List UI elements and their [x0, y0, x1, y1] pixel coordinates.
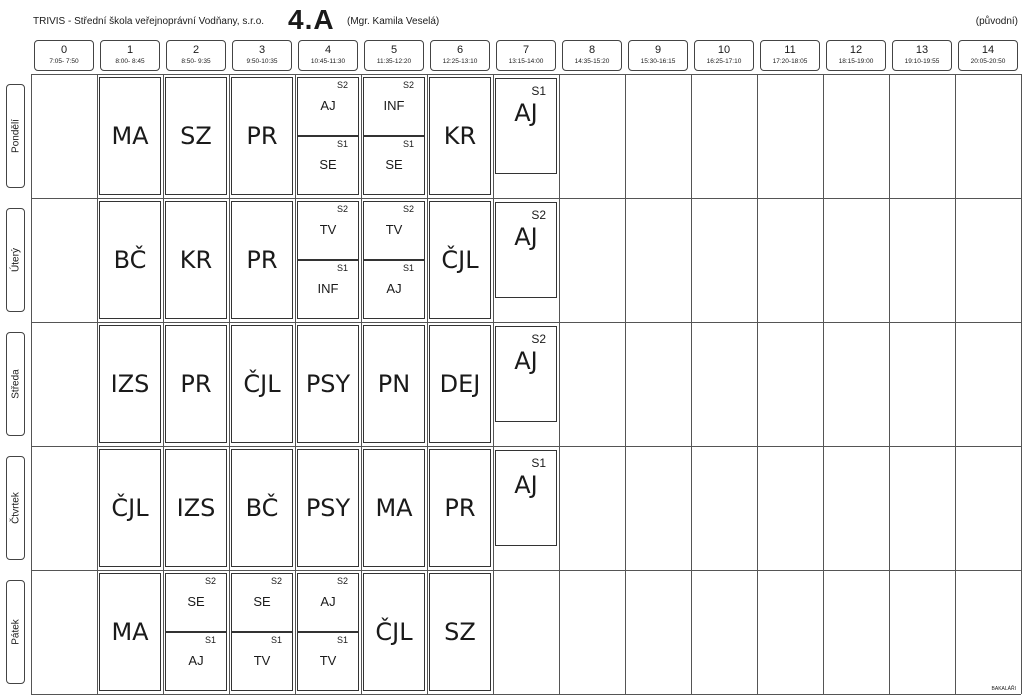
subject-label: AJ — [514, 223, 538, 251]
lesson-cell-group[interactable] — [495, 326, 557, 422]
period-header-10 — [694, 40, 754, 71]
subject-label: MA — [111, 122, 149, 150]
lesson-cell[interactable] — [297, 449, 359, 567]
lesson-cell[interactable] — [165, 449, 227, 567]
subject-label: KR — [443, 122, 477, 150]
class-name: 4.A — [288, 4, 335, 35]
grid-vline — [559, 74, 560, 694]
period-time: 16:25-17:10 — [706, 58, 742, 65]
period-header-14 — [958, 40, 1018, 71]
group-label: S2 — [204, 576, 216, 586]
lesson-cell[interactable] — [429, 325, 491, 443]
subject-label: SE — [319, 157, 337, 172]
subject-label: MA — [375, 494, 413, 522]
grid-vline — [97, 74, 98, 694]
subject-label: ČJL — [441, 246, 479, 274]
subject-label: SE — [385, 157, 403, 172]
period-time: 17:20-18:05 — [772, 58, 808, 65]
subject-label: AJ — [386, 281, 402, 296]
subject-label: AJ — [320, 594, 336, 609]
period-number: 0 — [60, 44, 68, 56]
lesson-cell[interactable] — [363, 325, 425, 443]
grid-vline — [427, 74, 428, 694]
subject-label: TV — [319, 653, 337, 668]
period-number: 4 — [324, 44, 332, 56]
period-header-0 — [34, 40, 94, 71]
grid-hline — [31, 322, 1021, 323]
grid-hline — [31, 570, 1021, 571]
period-header-8 — [562, 40, 622, 71]
subject-label: KR — [179, 246, 213, 274]
lesson-cell-split-top[interactable] — [363, 201, 425, 260]
period-number: 11 — [784, 44, 796, 56]
grid-vline — [889, 74, 890, 694]
period-time: 11:35-12:20 — [376, 58, 412, 65]
grid-vline — [625, 74, 626, 694]
lesson-cell[interactable] — [165, 77, 227, 195]
group-label: S2 — [336, 80, 348, 90]
period-header-7 — [496, 40, 556, 71]
subject-label: MA — [111, 618, 149, 646]
period-time: 13:15-14:00 — [508, 58, 544, 65]
period-number: 3 — [258, 44, 266, 56]
grid-vline — [163, 74, 164, 694]
subject-label: AJ — [514, 471, 538, 499]
subject-label: TV — [319, 222, 337, 237]
lesson-cell-split-bottom[interactable] — [297, 632, 359, 691]
period-number: 9 — [654, 44, 662, 56]
period-time: 8:00- 8:45 — [115, 58, 145, 65]
lesson-cell-split-top[interactable] — [165, 573, 227, 632]
lesson-cell[interactable] — [231, 325, 293, 443]
grid-hline — [31, 694, 1021, 695]
lesson-cell-group[interactable] — [495, 202, 557, 298]
class-teacher: (Mgr. Kamila Veselá) — [347, 16, 440, 27]
period-time: 19:10-19:55 — [904, 58, 940, 65]
period-time: 15:30-16:15 — [640, 58, 676, 65]
group-label: S1 — [204, 635, 216, 645]
group-label: S2 — [270, 576, 282, 586]
subject-label: SE — [187, 594, 205, 609]
period-time: 18:15-19:00 — [838, 58, 874, 65]
day-name: Úterý — [10, 248, 21, 272]
school-name: TRIVIS - Střední škola veřejnoprávní Vodňany, s.r.o. — [33, 16, 265, 27]
day-label-1 — [6, 208, 25, 312]
lesson-cell[interactable] — [231, 77, 293, 195]
group-label: S1 — [402, 263, 414, 273]
group-label: S2 — [402, 204, 414, 214]
grid-vline — [1021, 74, 1022, 694]
subject-label: TV — [253, 653, 271, 668]
lesson-cell[interactable] — [99, 573, 161, 691]
day-name: Čtvrtek — [10, 492, 21, 524]
period-header-11 — [760, 40, 820, 71]
subject-label: SE — [253, 594, 271, 609]
subject-label: ČJL — [111, 494, 149, 522]
group-label: S1 — [336, 263, 348, 273]
lesson-cell[interactable] — [429, 573, 491, 691]
period-time: 14:35-15:20 — [574, 58, 610, 65]
subject-label: PR — [246, 246, 278, 274]
period-header-6 — [430, 40, 490, 71]
grid-vline — [361, 74, 362, 694]
subject-label: INF — [317, 281, 339, 296]
period-number: 8 — [588, 44, 596, 56]
period-number: 1 — [126, 44, 134, 56]
subject-label: IZS — [110, 370, 150, 398]
subject-label: PR — [444, 494, 476, 522]
period-number: 13 — [915, 44, 929, 56]
lesson-cell[interactable] — [297, 325, 359, 443]
day-label-3 — [6, 456, 25, 560]
lesson-cell-split-top[interactable] — [363, 77, 425, 136]
subject-label: PR — [246, 122, 278, 150]
period-time: 10:45-11:30 — [310, 58, 346, 65]
period-header-5 — [364, 40, 424, 71]
subject-label: PSY — [305, 370, 351, 398]
subject-label: PN — [377, 370, 411, 398]
lesson-cell-group[interactable] — [495, 450, 557, 546]
period-header-4 — [298, 40, 358, 71]
subject-label: DEJ — [439, 370, 481, 398]
lesson-cell[interactable] — [429, 201, 491, 319]
timetable-variant: (původní) — [975, 16, 1018, 27]
lesson-cell-split-top[interactable] — [231, 573, 293, 632]
lesson-cell-group[interactable] — [495, 78, 557, 174]
period-time: 12:25-13:10 — [442, 58, 478, 65]
period-time: 20:05-20:50 — [970, 58, 1006, 65]
subject-label: INF — [383, 98, 405, 113]
lesson-cell[interactable] — [99, 449, 161, 567]
period-time: 8:50- 9:35 — [181, 58, 211, 65]
group-label: S1 — [336, 635, 348, 645]
subject-label: AJ — [514, 99, 538, 127]
subject-label: AJ — [514, 347, 538, 375]
period-header-9 — [628, 40, 688, 71]
grid-vline — [295, 74, 296, 694]
period-time: 7:05- 7:50 — [49, 58, 79, 65]
period-number: 14 — [981, 44, 995, 56]
grid-vline — [493, 74, 494, 694]
lesson-cell[interactable] — [363, 449, 425, 567]
group-label: S1 — [402, 139, 414, 149]
lesson-cell[interactable] — [99, 77, 161, 195]
day-name: Středa — [10, 369, 21, 399]
grid-vline — [757, 74, 758, 694]
period-number: 2 — [192, 44, 200, 56]
subject-label: PSY — [305, 494, 351, 522]
lesson-cell-split-bottom[interactable] — [231, 632, 293, 691]
subject-label: ČJL — [375, 618, 413, 646]
group-label: S1 — [336, 139, 348, 149]
subject-label: IZS — [176, 494, 216, 522]
grid-vline — [823, 74, 824, 694]
lesson-cell-split-bottom[interactable] — [297, 136, 359, 195]
lesson-cell[interactable] — [231, 201, 293, 319]
grid-hline — [31, 446, 1021, 447]
lesson-cell-split-top[interactable] — [297, 77, 359, 136]
period-number: 7 — [522, 44, 530, 56]
lesson-cell-split-top[interactable] — [297, 573, 359, 632]
grid-hline — [31, 74, 1021, 75]
group-label: S2 — [402, 80, 414, 90]
period-header-2 — [166, 40, 226, 71]
group-label: S2 — [336, 204, 348, 214]
grid-vline — [955, 74, 956, 694]
grid-hline — [31, 198, 1021, 199]
period-number: 6 — [456, 44, 464, 56]
lesson-cell[interactable] — [165, 201, 227, 319]
subject-label: PR — [180, 370, 212, 398]
period-header-1 — [100, 40, 160, 71]
period-header-12 — [826, 40, 886, 71]
day-name: Pondělí — [10, 119, 21, 153]
subject-label: AJ — [320, 98, 336, 113]
subject-label: BČ — [245, 494, 279, 522]
group-label: S2 — [531, 208, 546, 222]
group-label: S1 — [531, 84, 546, 98]
lesson-cell-split-bottom[interactable] — [363, 260, 425, 319]
subject-label: TV — [385, 222, 403, 237]
group-label: S1 — [531, 456, 546, 470]
day-label-4 — [6, 580, 25, 684]
day-label-2 — [6, 332, 25, 436]
lesson-cell[interactable] — [231, 449, 293, 567]
group-label: S2 — [336, 576, 348, 586]
subject-label: SZ — [444, 618, 476, 646]
subject-label: AJ — [188, 653, 204, 668]
period-header-13 — [892, 40, 952, 71]
group-label: S2 — [531, 332, 546, 346]
subject-label: SZ — [180, 122, 212, 150]
grid-vline — [31, 74, 32, 694]
group-label: S1 — [270, 635, 282, 645]
lesson-cell[interactable] — [429, 449, 491, 567]
period-number: 5 — [390, 44, 398, 56]
day-name: Pátek — [10, 619, 21, 645]
period-time: 9:50-10:35 — [246, 58, 278, 65]
lesson-cell[interactable] — [165, 325, 227, 443]
lesson-cell-split-bottom[interactable] — [165, 632, 227, 691]
footer-brand: BAKALÁŘI — [991, 686, 1016, 692]
lesson-cell[interactable] — [99, 325, 161, 443]
lesson-cell[interactable] — [363, 573, 425, 691]
subject-label: ČJL — [243, 370, 281, 398]
subject-label: BČ — [113, 246, 147, 274]
lesson-cell-split-bottom[interactable] — [363, 136, 425, 195]
period-number: 10 — [717, 44, 731, 56]
lesson-cell-split-top[interactable] — [297, 201, 359, 260]
period-number: 12 — [849, 44, 863, 56]
lesson-cell[interactable] — [429, 77, 491, 195]
grid-vline — [691, 74, 692, 694]
grid-vline — [229, 74, 230, 694]
lesson-cell[interactable] — [99, 201, 161, 319]
period-header-3 — [232, 40, 292, 71]
day-label-0 — [6, 84, 25, 188]
lesson-cell-split-bottom[interactable] — [297, 260, 359, 319]
